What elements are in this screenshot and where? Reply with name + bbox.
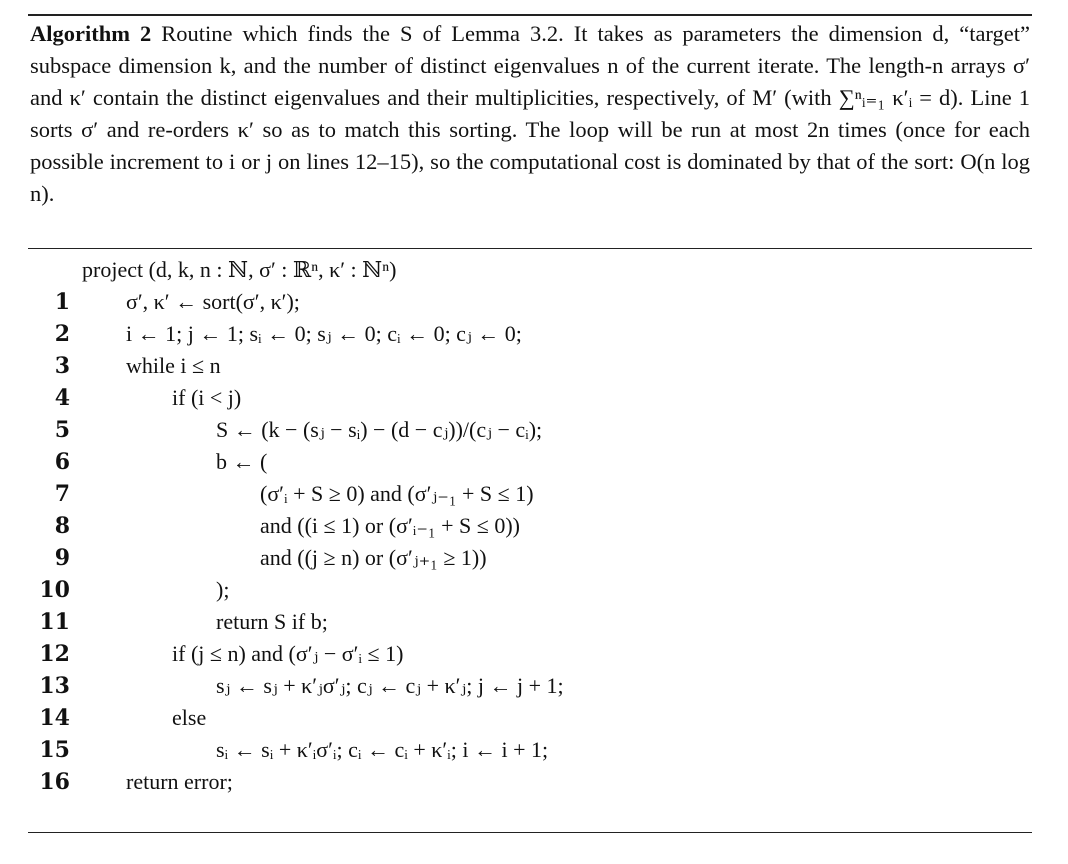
- code-text: σ′, κ′ ← sort(σ′, κ′);: [126, 289, 300, 314]
- line-number: 10: [39, 577, 70, 603]
- code-text: if (j ≤ n) and (σ′ⱼ − σ′ᵢ ≤ 1): [172, 641, 404, 666]
- algorithm-line: [30, 574, 1030, 606]
- top-rule: [28, 14, 1032, 16]
- algorithm-caption: [30, 18, 1030, 210]
- algorithm-line: [30, 318, 1030, 350]
- algorithm-line: [30, 414, 1030, 446]
- algorithm-line: [30, 670, 1030, 702]
- algorithm-line: [30, 766, 1030, 798]
- code-text: if (i < j): [172, 385, 242, 410]
- line-number: 4: [54, 385, 70, 411]
- algorithm-line: [30, 702, 1030, 734]
- code-text: and ((j ≥ n) or (σ′ⱼ₊₁ ≥ 1)): [260, 545, 487, 570]
- code-text: and ((i ≤ 1) or (σ′ᵢ₋₁ + S ≤ 0)): [260, 513, 521, 538]
- line-number: 5: [54, 417, 70, 443]
- code-text: (σ′ᵢ + S ≥ 0) and (σ′ⱼ₋₁ + S ≤ 1): [260, 481, 534, 506]
- algorithm-line: [30, 286, 1030, 318]
- algorithm-line: [30, 382, 1030, 414]
- code-text: while i ≤ n: [126, 353, 221, 378]
- code-text: b ← (: [216, 449, 268, 474]
- bottom-rule: [28, 832, 1032, 833]
- line-number: 1: [54, 289, 70, 315]
- line-number: 9: [54, 545, 70, 571]
- algorithm-line: [30, 254, 1030, 286]
- algorithm-line: [30, 606, 1030, 638]
- line-number: 11: [39, 609, 70, 635]
- code-text: return error;: [126, 769, 233, 794]
- line-number: 13: [39, 673, 70, 699]
- line-number: 7: [54, 481, 70, 507]
- code-text: project (d, k, n : ℕ, σ′ : ℝⁿ, κ′ : ℕⁿ): [82, 257, 397, 282]
- code-text: i ← 1; j ← 1; sᵢ ← 0; sⱼ ← 0; cᵢ ← 0; cⱼ ← 0;: [126, 321, 522, 346]
- algorithm-line: [30, 542, 1030, 574]
- line-number: 12: [39, 641, 70, 667]
- code-text: else: [172, 705, 207, 730]
- code-text: return S if b;: [216, 609, 328, 634]
- algorithm-label: Algorithm 2: [30, 21, 152, 46]
- line-number: 14: [39, 705, 70, 731]
- algorithm-line: [30, 734, 1030, 766]
- line-number: 3: [54, 353, 70, 379]
- algorithm-line: [30, 638, 1030, 670]
- algorithm-line: [30, 446, 1030, 478]
- caption-text: Routine which finds the S of Lemma 3.2. It takes as parameters the dimension d, “target” subspace dimension k, and the number of distinct eigenvalues n of the current iterate. The length-n arrays σ′ and κ′ contain the distinct eigenvalues and their multiplicities, respectively, of M′ (with ∑ⁿᵢ₌₁ κ′ᵢ = d). Line 1 sorts σ′ and re-orders κ′ so as to match this sorting. The loop will be run at most 2n times (once for each possible increment to i or j on lines 12–15), so the computational cost is dominated by that of the sort: O(n log n).: [30, 21, 1030, 206]
- line-number: 8: [54, 513, 70, 539]
- caption-rule: [28, 248, 1032, 249]
- line-number: 16: [39, 769, 70, 795]
- line-number: 2: [54, 321, 70, 347]
- code-text: );: [216, 577, 230, 602]
- algorithm-line: [30, 350, 1030, 382]
- code-text: sⱼ ← sⱼ + κ′ⱼσ′ⱼ; cⱼ ← cⱼ + κ′ⱼ; j ← j + 1;: [216, 673, 564, 698]
- code-text: S ← (k − (sⱼ − sᵢ) − (d − cⱼ))/(cⱼ − cᵢ);: [216, 417, 543, 442]
- line-number: 6: [54, 449, 70, 475]
- algorithm-line: [30, 478, 1030, 510]
- line-number: 15: [39, 737, 70, 763]
- code-text: sᵢ ← sᵢ + κ′ᵢσ′ᵢ; cᵢ ← cᵢ + κ′ᵢ; i ← i + 1;: [216, 737, 549, 762]
- algorithm-line: [30, 510, 1030, 542]
